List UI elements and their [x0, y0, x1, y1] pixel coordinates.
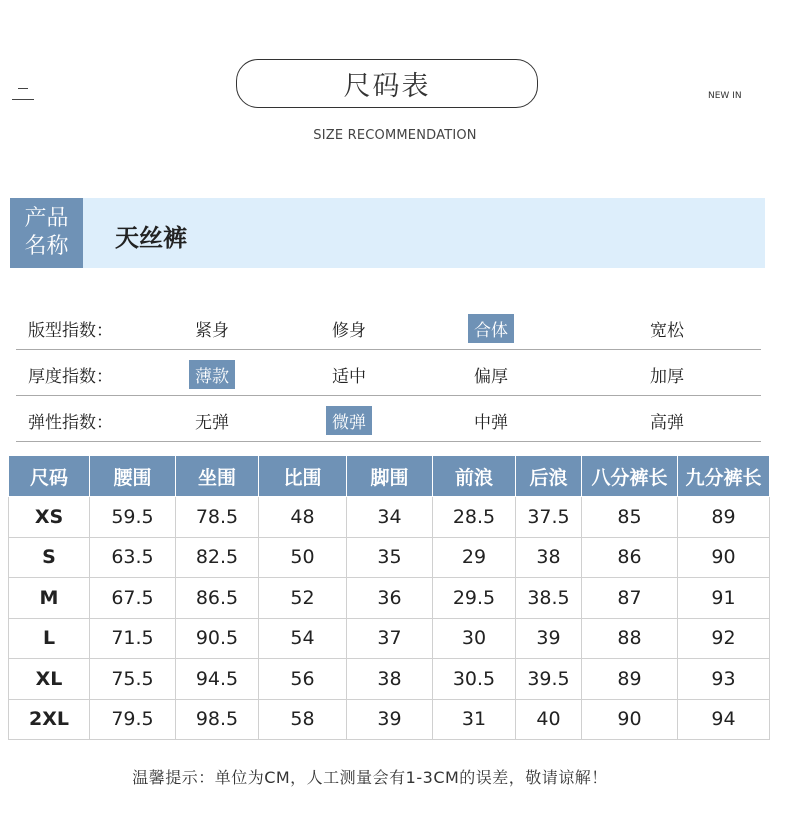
measurement-cell: 30 [433, 618, 516, 659]
table-row [9, 537, 770, 578]
measurement-cell: 85 [582, 497, 678, 538]
attribute-option: 无弹 [195, 413, 229, 433]
measurement-cell: 38.5 [516, 578, 582, 619]
attribute-option-selected: 薄款 [189, 360, 235, 389]
measurement-cell: 59.5 [90, 497, 176, 538]
size-table-header [9, 456, 770, 497]
attribute-row [16, 303, 761, 350]
table-row [9, 659, 770, 700]
table-row [9, 497, 770, 538]
table-header-cell: 后浪 [516, 456, 582, 497]
table-row [9, 618, 770, 659]
size-cell: XL [9, 659, 90, 700]
measurement-cell: 36 [347, 578, 433, 619]
measurement-cell: 35 [347, 537, 433, 578]
measurement-cell: 30.5 [433, 659, 516, 700]
measurement-cell: 75.5 [90, 659, 176, 700]
measurement-cell: 86 [582, 537, 678, 578]
measurement-cell: 34 [347, 497, 433, 538]
measurement-cell: 39 [516, 618, 582, 659]
attribute-option: 中弹 [474, 413, 508, 433]
table-row [9, 578, 770, 619]
attribute-row [16, 395, 761, 442]
size-cell: S [9, 537, 90, 578]
table-row [9, 699, 770, 740]
attribute-option: 紧身 [195, 321, 229, 341]
product-tag-line2: 名称 [24, 234, 69, 259]
product-tag [10, 198, 83, 268]
measurement-cell: 91 [678, 578, 770, 619]
measurement-cell: 71.5 [90, 618, 176, 659]
header-decoration-lines [12, 88, 34, 102]
measurement-cell: 92 [678, 618, 770, 659]
measurement-cell: 98.5 [176, 699, 259, 740]
product-tag-line1: 产品 [24, 206, 69, 231]
attribute-option: 修身 [332, 321, 366, 341]
attribute-option: 宽松 [650, 321, 684, 341]
size-table [8, 455, 770, 740]
size-cell: M [9, 578, 90, 619]
measurement-cell: 52 [259, 578, 347, 619]
measurement-cell: 29 [433, 537, 516, 578]
measurement-cell: 38 [347, 659, 433, 700]
measurement-cell: 90.5 [176, 618, 259, 659]
product-name: 天丝裤 [115, 224, 187, 252]
measurement-cell: 93 [678, 659, 770, 700]
size-cell: XS [9, 497, 90, 538]
measurement-cell: 58 [259, 699, 347, 740]
measurement-cell: 79.5 [90, 699, 176, 740]
measurement-cell: 56 [259, 659, 347, 700]
measurement-cell: 94 [678, 699, 770, 740]
measurement-cell: 86.5 [176, 578, 259, 619]
table-header-cell: 尺码 [9, 456, 90, 497]
table-header-cell: 腰围 [90, 456, 176, 497]
attribute-row [16, 349, 761, 396]
table-header-cell: 比围 [259, 456, 347, 497]
attribute-option: 加厚 [650, 367, 684, 387]
attribute-option-selected: 合体 [468, 314, 514, 343]
attribute-option-selected: 微弹 [326, 406, 372, 435]
measurement-cell: 78.5 [176, 497, 259, 538]
measurement-cell: 87 [582, 578, 678, 619]
page-subtitle: SIZE RECOMMENDATION [313, 128, 477, 143]
measurement-cell: 38 [516, 537, 582, 578]
measurement-cell: 94.5 [176, 659, 259, 700]
measurement-cell: 90 [582, 699, 678, 740]
new-in-label: NEW IN [708, 91, 742, 101]
size-cell: L [9, 618, 90, 659]
measurement-cell: 50 [259, 537, 347, 578]
footnote: 温馨提示：单位为CM，人工测量会有1-3CM的误差，敬请谅解！ [132, 768, 608, 787]
measurement-cell: 37 [347, 618, 433, 659]
size-cell: 2XL [9, 699, 90, 740]
measurement-cell: 28.5 [433, 497, 516, 538]
measurement-cell: 63.5 [90, 537, 176, 578]
measurement-cell: 90 [678, 537, 770, 578]
table-header-cell: 前浪 [433, 456, 516, 497]
measurement-cell: 40 [516, 699, 582, 740]
measurement-cell: 48 [259, 497, 347, 538]
attribute-option: 适中 [332, 367, 366, 387]
measurement-cell: 89 [582, 659, 678, 700]
measurement-cell: 67.5 [90, 578, 176, 619]
measurement-cell: 89 [678, 497, 770, 538]
attribute-label: 厚度指数： [28, 367, 113, 387]
measurement-cell: 82.5 [176, 537, 259, 578]
page-title: 尺码表 [236, 59, 538, 108]
measurement-cell: 29.5 [433, 578, 516, 619]
measurement-cell: 39.5 [516, 659, 582, 700]
attribute-label: 弹性指数： [28, 413, 113, 433]
table-header-cell: 坐围 [176, 456, 259, 497]
table-header-cell: 脚围 [347, 456, 433, 497]
measurement-cell: 37.5 [516, 497, 582, 538]
attribute-label: 版型指数： [28, 321, 113, 341]
attribute-option: 偏厚 [474, 367, 508, 387]
table-header-cell: 八分裤长 [582, 456, 678, 497]
measurement-cell: 31 [433, 699, 516, 740]
measurement-cell: 88 [582, 618, 678, 659]
measurement-cell: 39 [347, 699, 433, 740]
table-header-cell: 九分裤长 [678, 456, 770, 497]
attribute-option: 高弹 [650, 413, 684, 433]
measurement-cell: 54 [259, 618, 347, 659]
product-name-bar [10, 198, 765, 268]
